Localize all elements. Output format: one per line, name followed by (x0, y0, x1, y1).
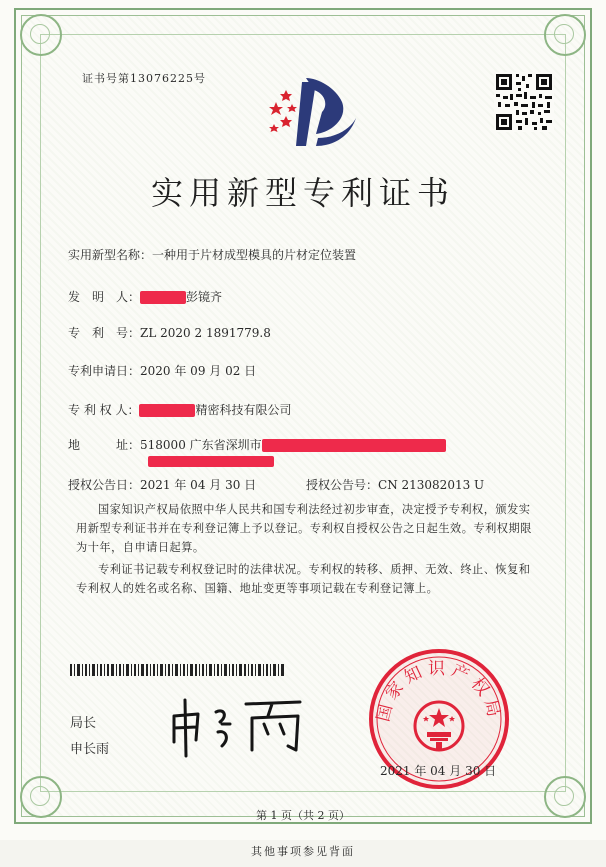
field-patent-number (68, 324, 271, 341)
statement-paragraph-2: 专利证书记载专利权登记时的法律状况。专利权的转移、质押、无效、终止、恢复和专利权人的姓名或名称、国籍、地址变更等事项记载在专利登记簿上。 (76, 563, 531, 595)
statement-paragraph-1: 国家知识产权局依照中华人民共和国专利法经过初步审查，决定授予专利权，颁发实用新型专利证书并在专利登记簿上予以登记。专利权自授权公告之日起生效。专利权期限为十年，自申请日起算。 (76, 503, 532, 554)
field-label: 实用新型名称： (68, 248, 153, 262)
director-title: 局长 (70, 716, 97, 731)
field-value: 2020 年 09 月 02 日 (140, 364, 257, 378)
qr-code-icon (494, 72, 554, 132)
field-value: 一种用于片材成型模具的片材定位装置 (152, 248, 357, 262)
redaction-mark (139, 404, 195, 417)
cnipa-logo-icon (262, 72, 358, 152)
field-label: 授权公告号： (306, 478, 379, 492)
barcode-icon (70, 664, 284, 676)
corner-ornament (20, 14, 62, 56)
field-address (68, 436, 446, 453)
handwritten-signature (168, 694, 308, 760)
footer-note: 其他事项参见背面 (251, 845, 355, 858)
field-value: 518000 广东省深圳市 (140, 438, 262, 452)
field-label: 专利申请日： (68, 364, 141, 378)
field-utility-model-name (68, 246, 356, 263)
corner-ornament (544, 14, 586, 56)
seal-date: 2021 年 04 月 30 日 (380, 764, 497, 778)
field-value: CN 213082013 U (378, 478, 485, 492)
certificate-number: 证书号第13076225号 (82, 72, 206, 85)
field-label: 发 明 人： (68, 290, 141, 304)
field-label: 授权公告日： (68, 478, 141, 492)
seal-text: 国家知识产权局 (373, 659, 505, 724)
field-value: ZL 2020 2 1891779.8 (140, 326, 271, 340)
field-patentee (68, 401, 291, 418)
field-filing-date (68, 362, 256, 379)
redaction-mark (140, 291, 186, 304)
redaction-mark (262, 439, 446, 452)
director-name: 申长雨 (70, 742, 110, 757)
field-label: 专 利 号： (68, 326, 141, 340)
certificate-title: 实用新型专利证书 (150, 174, 455, 212)
field-label: 地 址： (68, 438, 141, 452)
field-value: 精密科技有限公司 (195, 403, 292, 417)
field-label: 专 利 权 人： (68, 403, 140, 417)
redaction-mark (148, 456, 274, 467)
field-value: 2021 年 04 月 30 日 (140, 478, 257, 492)
field-grant-date (68, 476, 256, 493)
field-value: 彭镜齐 (186, 290, 223, 304)
field-grant-number (306, 476, 484, 493)
page-number: 第 1 页（共 2 页） (256, 809, 350, 822)
field-inventor (68, 288, 222, 305)
